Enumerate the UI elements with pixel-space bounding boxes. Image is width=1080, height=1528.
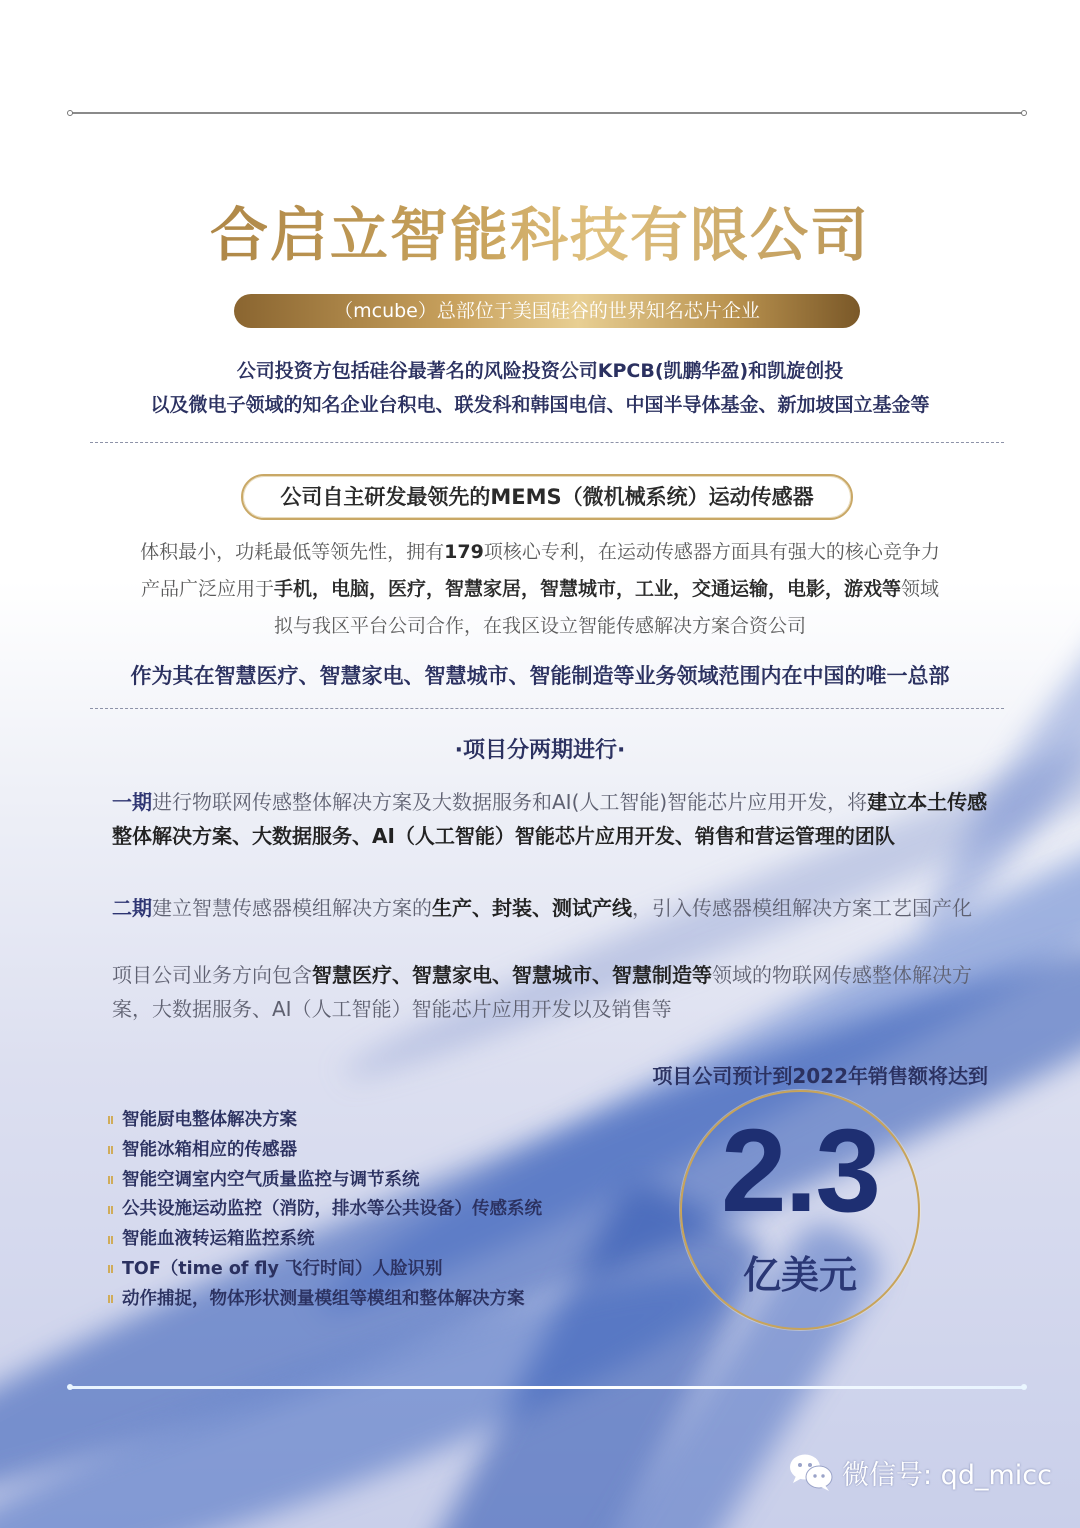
list-item: 动作捕捉，物体形状测量模组等模组和整体解决方案 — [108, 1285, 542, 1315]
list-item: 智能冰箱相应的传感器 — [108, 1136, 542, 1166]
investors-line-2: 以及微电子领域的知名企业台积电、联发科和韩国电信、中国半导体基金、新加坡国立基金等 — [150, 394, 930, 416]
company-title: 合启立智能科技有限公司 — [0, 188, 1080, 272]
bullet-icon — [108, 1236, 113, 1245]
application-bullet-list — [108, 1106, 542, 1315]
bullet-icon — [108, 1176, 113, 1185]
bullet-icon — [108, 1295, 113, 1304]
wechat-watermark — [788, 1452, 1052, 1492]
bottom-divider — [70, 1386, 1024, 1389]
dashed-divider-1 — [90, 442, 1004, 443]
bullet-icon — [108, 1265, 113, 1274]
mems-sensor-pill: 公司自主研发最领先的MEMS（微机械系统）运动传感器 — [241, 474, 853, 520]
feature-line-2: 产品广泛应用于手机，电脑，医疗，智慧家居，智慧城市，工业，交通运输，电影，游戏等领域 — [140, 578, 940, 600]
feature-line-3: 拟与我区平台公司合作，在我区设立智能传感解决方案合资公司 — [273, 615, 806, 637]
phases-heading: ·项目分两期进行· — [454, 738, 626, 763]
list-item: 公共设施运动监控（消防，排水等公共设备）传感系统 — [108, 1195, 542, 1225]
subtitle-gold-bar: （mcube）总部位于美国硅谷的世界知名芯片企业 — [234, 294, 860, 328]
feature-line-1: 体积最小，功耗最低等领先性，拥有179项核心专利，在运动传感器方面具有强大的核心竞争力 — [140, 541, 940, 563]
investors-line-1: 公司投资方包括硅谷最著名的风险投资公司KPCB(凯鹏华盈)和凯旋创投 — [236, 360, 844, 382]
list-item: 智能厨电整体解决方案 — [108, 1106, 542, 1136]
phase-1-paragraph: 一期进行物联网传感整体解决方案及大数据服务和AI(人工智能)智能芯片应用开发，将建立本土传感整体解决方案、大数据服务、AI（人工智能）智能芯片应用开发、销售和营运管理的团队 — [112, 790, 988, 848]
list-item: TOF（time of fly 飞行时间）人脸识别 — [108, 1255, 542, 1285]
dashed-divider-2 — [90, 708, 1004, 709]
sales-value: 2.3 — [720, 1105, 880, 1237]
wechat-id-text: 微信号: qd_micc — [842, 1459, 1052, 1491]
list-item: 智能血液转运箱监控系统 — [108, 1225, 542, 1255]
list-item: 智能空调室内空气质量监控与调节系统 — [108, 1166, 542, 1196]
sales-unit: 亿美元 — [742, 1253, 857, 1297]
phase-2-paragraph: 二期建立智慧传感器模组解决方案的生产、封装、测试产线，引入传感器模组解决方案工艺国产化 — [112, 896, 972, 920]
hq-statement: 作为其在智慧医疗、智慧家电、智慧城市、智能制造等业务领域范围内在中国的唯一总部 — [130, 664, 950, 688]
bullet-icon — [108, 1206, 113, 1215]
sales-forecast-heading: 项目公司预计到2022年销售额将达到 — [652, 1064, 988, 1088]
wechat-icon — [788, 1452, 834, 1492]
bullet-icon — [108, 1146, 113, 1155]
bullet-icon — [108, 1116, 113, 1125]
top-divider — [70, 112, 1024, 114]
business-scope-paragraph: 项目公司业务方向包含智慧医疗、智慧家电、智慧城市、智慧制造等领域的物联网传感整体解决方案，大数据服务、AI（人工智能）智能芯片应用开发以及销售等 — [112, 963, 972, 1021]
